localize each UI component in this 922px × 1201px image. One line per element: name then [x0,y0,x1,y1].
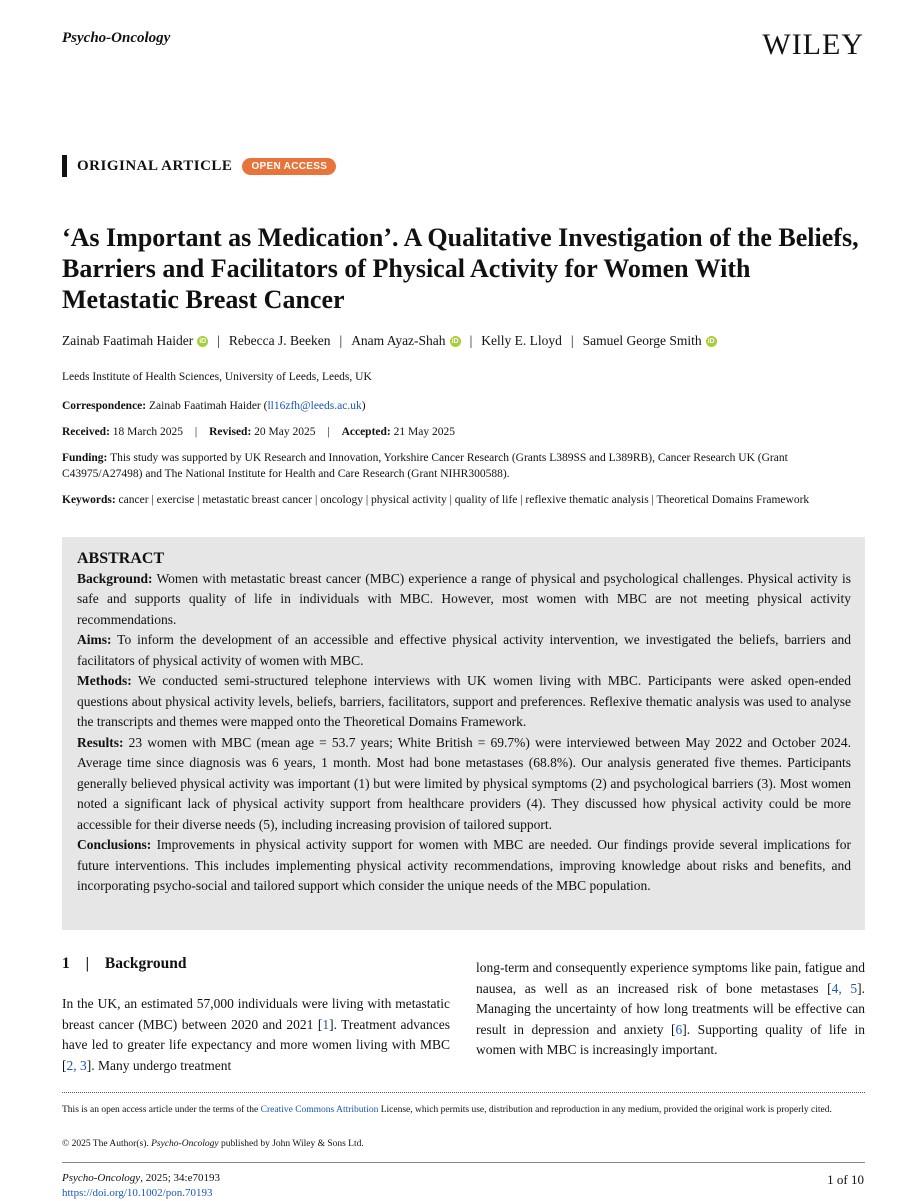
correspondence-close: ) [361,400,366,412]
license-text: This is an open access article under the terms of the [62,1105,261,1115]
abstract-aims [77,630,851,671]
correspondence-label: Correspondence: [62,400,147,412]
correspondence-name: Zainab Faatimah Haider ( [149,400,268,412]
license-text: License, which permits use, distribution and reproduction in any medium, provided the original work is properly cited. [378,1105,832,1115]
license-note [62,1103,865,1117]
body-text: ]. Many undergo treatment [86,1057,232,1073]
body-text: ]. Treatment advances have led to greater life expectancy and more women living with MBC [ [62,1016,451,1073]
accepted-date: 21 May 2025 [393,426,455,438]
doi-link[interactable]: https://doi.org/10.1002/pon.70193 [62,1187,213,1199]
body-text: ]. Supporting quality of life in women with MBC is increasingly important. [476,1021,865,1057]
revised-label: Revised: [209,426,252,438]
copyright-journal: Psycho-Oncology [151,1139,219,1149]
author-name[interactable]: Anam Ayaz-Shah [351,333,446,348]
body-text: In the UK, an estimated 57,000 individuals were living with metastatic breast cancer (MBC) between 2020 and 2021 [ [62,996,450,1032]
journal-name: Psycho-Oncology [62,30,171,46]
received-label: Received: [62,426,110,438]
abstract-conclusions-text: Improvements in physical activity support for women with MBC are needed. Our findings provide several implications for future interventions. This includes implementing physical activity recommendations, improving knowledge about risks and benefits, and incorporating psycho-social and tailored support which consider the unique needs of the MBC population. [77,837,851,893]
article-title: ‘As Important as Medication’. A Qualitative Investigation of the Beliefs, Barriers and Facilitators of Physical Activity for Women With Metastatic Breast Cancer [62,223,859,314]
footnote-divider [62,1092,865,1093]
date-separator: | [194,426,198,438]
date-separator: | [327,426,330,438]
abstract-background-label: Background: [77,570,153,586]
abstract-methods-text: We conducted semi-structured telephone interviews with UK women living with MBC. Participants were asked open-ended questions about physical activity levels, beliefs, barriers, facilitators, support and preferences. Reflexive thematic analysis was used to analyse the transcripts and themes were mapped onto the Theoretical Domains Framework. [77,673,851,729]
author-name[interactable]: Kelly E. Lloyd [481,333,562,348]
author-separator: | [217,333,220,348]
abstract-results [77,733,851,836]
abstract-background [77,569,851,631]
license-link[interactable]: Creative Commons Attribution [260,1105,379,1115]
orcid-icon[interactable]: iD [707,337,715,345]
author-separator: | [469,333,473,348]
author-separator: | [570,333,574,348]
citation-line [62,1171,220,1186]
keywords-label: Keywords: [62,494,116,506]
copyright-text: published by John Wiley & Sons Ltd. [218,1139,364,1149]
keywords [62,492,862,508]
body-text: long-term and consequently experience symptoms like pain, fatigue and nausea, as well as an increased risk of bone metastases [ [476,960,865,996]
section-number: 1 [62,955,70,972]
section-heading-separator: | [85,955,90,972]
reference-link[interactable]: 4, 5 [831,980,858,996]
abstract-methods [77,671,851,733]
author-name[interactable]: Rebecca J. Beeken [228,333,331,348]
abstract-conclusions [77,835,851,897]
abstract-aims-text: To inform the development of an accessible and effective physical activity intervention, we investigated the beliefs, barriers and facilitators of physical activity of women with MBC. [77,632,852,668]
section-title: Background [104,955,187,972]
abstract-conclusions-label: Conclusions: [77,837,152,852]
page-number: 1 of 10 [827,1172,864,1187]
reference-link[interactable]: 6 [675,1021,683,1037]
author-list [62,333,717,349]
section-bar [62,155,67,177]
revised-date: 20 May 2025 [254,426,316,438]
accepted-label: Accepted: [341,426,391,438]
article-type: ORIGINAL ARTICLE [77,157,233,174]
copyright-text: © 2025 The Author(s). [62,1139,152,1149]
abstract-box [62,537,865,930]
funding [62,450,862,482]
author-name[interactable]: Samuel George Smith [582,333,702,348]
abstract-content [77,549,851,897]
section-heading [62,955,186,973]
open-access-badge: OPEN ACCESS [242,158,336,175]
footer-divider [62,1162,865,1163]
orcid-icon[interactable]: iD [199,337,207,345]
article-type-label [62,155,336,177]
abstract-methods-label: Methods: [77,673,132,688]
copyright-note [62,1137,865,1151]
body-column-right [476,958,865,1061]
body-text: ]. Managing the uncertainty of how long treatments will be effective can result in depression and anxiety [ [476,980,866,1037]
keywords-text: cancer | exercise | metastatic breast cancer | oncology | physical activity | quality of life | reflexive thematic analysis | Theoretical Domains Framework [118,494,810,506]
received-date: 18 March 2025 [112,426,184,438]
abstract-heading: ABSTRACT [77,550,165,567]
abstract-aims-label: Aims: [77,632,112,647]
affiliation: Leeds Institute of Health Sciences, University of Leeds, Leeds, UK [62,371,372,383]
funding-label: Funding: [62,452,108,464]
citation [62,1171,220,1201]
reference-link[interactable]: 2, 3 [66,1057,87,1073]
correspondence-email-link[interactable]: ll16zfh@leeds.ac.uk [267,400,362,412]
abstract-results-label: Results: [77,734,124,750]
body-column-left [62,994,450,1076]
correspondence [62,398,862,414]
orcid-icon[interactable]: iD [451,337,459,345]
publisher-logo: WILEY [762,28,864,61]
citation-volume: , 2025; 34:e70193 [140,1172,220,1184]
abstract-background-text: Women with metastatic breast cancer (MBC) experience a range of physical and psychological challenges. Physical activity is safe and supports quality of life in individuals with MBC. However, most women with MBC are not meeting physical activity recommendations. [77,570,851,627]
abstract-results-text: 23 women with MBC (mean age = 53.7 years; White British = 69.7%) were interviewed between May 2022 and October 2024. Average time since diagnosis was 6 years, 1 month. Most had bone metastases (68.8%). Our analysis generated five themes. Participants generally believed physical activity was important (1) but were limited by physical symptoms (2) and psychological barriers (3). Most women noted a significant lack of physical activity support from healthcare providers (4). They discussed how physical activity could be more accessible for their diverse needs (5), including increasing provision of tailored support. [77,734,851,832]
author-separator: | [339,333,343,348]
reference-link[interactable]: 1 [322,1016,330,1032]
author-name[interactable]: Zainab Faatimah Haider [62,333,194,348]
funding-text: This study was supported by UK Research and Innovation, Yorkshire Cancer Research (Grants L389SS and L389RB), Cancer Research UK (Grant C43975/A27498) and The National Institute for Health and Care Research (Grant NIHR300588). [62,452,788,480]
citation-journal: Psycho-Oncology [62,1172,141,1184]
article-dates [62,424,862,440]
